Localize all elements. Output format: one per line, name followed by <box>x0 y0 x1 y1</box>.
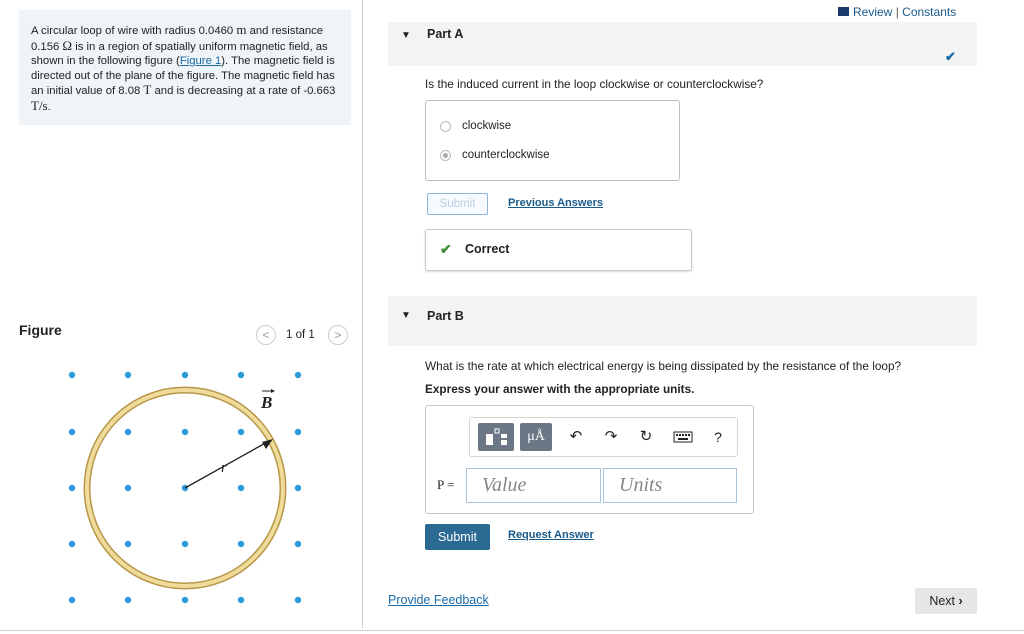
collapse-triangle-icon[interactable]: ▼ <box>401 310 411 321</box>
units-input[interactable]: Units <box>603 468 737 503</box>
unit-tesla-per-second: T/s <box>31 97 48 113</box>
value-input[interactable]: Value <box>466 468 601 503</box>
math-toolbar <box>469 417 738 457</box>
radio-clockwise[interactable] <box>440 121 451 132</box>
templates-icon <box>478 423 514 451</box>
part-b-title: Part B <box>427 309 464 323</box>
chevron-right-icon: › <box>958 594 963 608</box>
collapse-triangle-icon[interactable]: ▼ <box>401 30 411 41</box>
choice-counterclockwise-label[interactable]: counterclockwise <box>462 149 550 161</box>
unit-tesla: T <box>143 82 152 98</box>
part-b-question: What is the rate at which electrical energy is being dissipated by the resistance of the loop? <box>425 359 902 373</box>
figure-link[interactable]: Figure 1 <box>179 55 222 68</box>
radio-counterclockwise[interactable] <box>440 150 451 161</box>
keyboard-icon[interactable] <box>673 427 693 447</box>
radius-line <box>185 441 269 488</box>
correct-text: Correct <box>465 242 510 256</box>
figure-pager: 1 of 1 <box>286 329 315 341</box>
units-symbols-button[interactable]: μÅ <box>520 423 552 451</box>
problem-text-3: is in a region of spatially uniform magnetic field, as shown in the following figure ( <box>31 40 328 68</box>
review-constants-links <box>838 5 956 19</box>
problem-text-2: and resistance 0.156 <box>31 25 324 53</box>
request-answer-link[interactable]: Request Answer <box>508 529 594 541</box>
figure-prev-button[interactable]: < <box>256 325 276 345</box>
correct-feedback-box <box>425 229 692 271</box>
part-a-submit-button[interactable]: Submit <box>427 193 488 215</box>
constants-link[interactable]: Constants <box>902 5 957 19</box>
part-a-title: Part A <box>427 27 464 41</box>
help-button[interactable]: ? <box>714 429 722 445</box>
part-a-complete-check-icon: ✔ <box>945 49 956 64</box>
link-separator: | <box>895 5 899 19</box>
part-b-header[interactable] <box>388 296 977 346</box>
review-icon <box>838 7 849 16</box>
magnetic-field-figure <box>45 360 325 622</box>
problem-text-5: and is decreasing at a rate of -0.663 <box>151 85 336 98</box>
part-a-question: Is the induced current in the loop clockwise or counterclockwise? <box>425 77 764 91</box>
correct-check-icon: ✔ <box>440 241 452 257</box>
answer-choices <box>425 100 680 181</box>
provide-feedback-link[interactable]: Provide Feedback <box>388 593 489 607</box>
unit-ohm: Ω <box>62 37 73 53</box>
previous-answers-link[interactable]: Previous Answers <box>508 197 603 209</box>
bottom-rule <box>0 630 1024 631</box>
reset-icon[interactable]: ↻ <box>639 428 653 445</box>
redo-icon[interactable]: ↷ <box>604 428 618 445</box>
problem-text-1: A circular loop of wire with radius 0.0460 <box>31 25 237 37</box>
figure-next-button[interactable]: > <box>328 325 348 345</box>
problem-text-4: ). The magnetic field is directed out of the plane of the figure. The magnetic field has an initial value of 8.08 <box>31 55 335 98</box>
radius-label: r <box>221 460 227 476</box>
review-link[interactable]: Review <box>853 5 893 19</box>
field-label-b: B <box>261 393 273 412</box>
choice-clockwise-label[interactable]: clockwise <box>462 120 512 132</box>
part-b-submit-button[interactable]: Submit <box>425 524 490 550</box>
problem-text-6: . <box>47 100 51 113</box>
part-a-header[interactable] <box>388 22 977 66</box>
problem-statement <box>19 10 351 125</box>
part-b-instruction: Express your answer with the appropriate units. <box>425 382 695 396</box>
unit-meter: m <box>236 22 247 37</box>
power-variable-label: P = <box>437 477 455 492</box>
undo-icon[interactable]: ↶ <box>569 428 583 445</box>
next-label: Next <box>929 594 956 608</box>
panel-divider <box>362 0 363 628</box>
next-button[interactable] <box>915 588 977 614</box>
templates-button[interactable] <box>478 423 514 451</box>
figure-title: Figure <box>19 322 62 338</box>
